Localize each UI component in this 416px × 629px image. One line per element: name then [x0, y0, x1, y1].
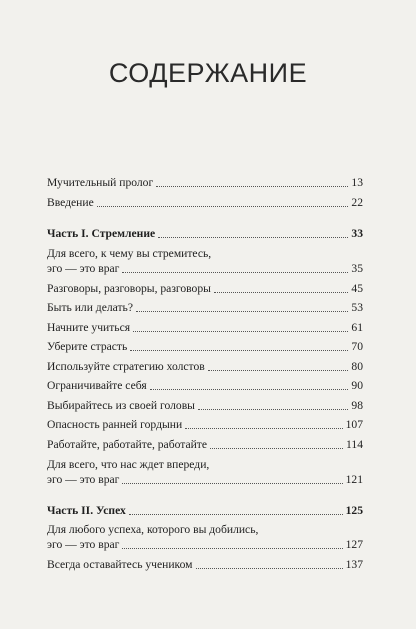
- toc-entry-remove-passion: [47, 339, 363, 354]
- toc-part-page: 33: [351, 227, 363, 240]
- toc-entry-talk: [47, 281, 363, 296]
- toc-entry-title: Используйте стратегию холстов: [47, 360, 205, 373]
- dot-leader: [150, 389, 349, 390]
- toc-entry-ego-ahead: [47, 457, 363, 487]
- dot-leader: [129, 514, 343, 515]
- dot-leader: [133, 331, 348, 332]
- dot-leader: [156, 186, 348, 187]
- dot-leader: [196, 568, 343, 569]
- toc-entry-page: 121: [345, 473, 363, 486]
- dot-leader: [198, 409, 348, 410]
- toc-entry-page: 90: [351, 379, 363, 392]
- toc-entry-page: 22: [351, 196, 363, 209]
- toc-entry-page: 114: [346, 438, 363, 451]
- toc-entry-page: 35: [351, 262, 363, 275]
- toc-entry-restrain-yourself: [47, 378, 363, 393]
- toc-entry-work-work-work: [47, 437, 363, 452]
- dot-leader: [185, 428, 342, 429]
- toc-entry-title: Разговоры, разговоры, разговоры: [47, 282, 211, 295]
- dot-leader: [210, 448, 343, 449]
- dot-leader: [208, 370, 349, 371]
- toc-entry-page: 127: [345, 538, 363, 551]
- toc-entry-page: 61: [351, 321, 363, 334]
- toc-part-title: Часть I. Стремление: [47, 227, 156, 240]
- toc-entry-ego-aspiration: [47, 246, 363, 276]
- toc-entry-title-line-2: эго — это враг: [47, 262, 120, 275]
- toc-entry-ego-success: [47, 522, 363, 552]
- toc-part-title: Часть II. Успех: [47, 504, 126, 517]
- toc-entry-title-line-2: эго — это враг: [47, 473, 120, 486]
- toc-entry-title: Опасность ранней гордыни: [47, 418, 183, 431]
- toc-entry-title: Уберите страсть: [47, 340, 128, 353]
- toc-entry-page: 53: [351, 301, 363, 314]
- page-title: СОДЕРЖАНИЕ: [108, 58, 308, 88]
- dot-leader: [122, 272, 348, 273]
- toc-part-1: [47, 226, 363, 241]
- toc-entry-title-line-1: Для любого успеха, которого вы добились,: [47, 523, 259, 536]
- toc-entry-title: Всегда оставайтесь учеником: [47, 558, 193, 571]
- toc-entry-title-line-1: Для всего, к чему вы стремитесь,: [47, 247, 212, 260]
- toc-part-2: [47, 503, 363, 518]
- toc-entry-get-out-of-head: [47, 398, 363, 413]
- toc-entry-title: Работайте, работайте, работайте: [47, 438, 208, 451]
- toc-entry-page: 107: [345, 418, 363, 431]
- dot-leader: [122, 548, 342, 549]
- toc-entry-title: Ограничивайте себя: [47, 379, 147, 392]
- toc-entry-title-line-2: эго — это враг: [47, 538, 120, 551]
- toc-entry-page: 45: [351, 282, 363, 295]
- toc-entry-canvas-strategy: [47, 359, 363, 374]
- toc-entry-start-learning: [47, 320, 363, 335]
- dot-leader: [158, 237, 348, 238]
- toc-entry-title: Введение: [47, 196, 94, 209]
- dot-leader: [214, 292, 348, 293]
- toc-part-page: 125: [345, 504, 363, 517]
- toc-entry-title: Быть или делать?: [47, 301, 133, 314]
- toc-entry-title: Начните учиться: [47, 321, 131, 334]
- toc-entry-title-line-1: Для всего, что нас ждет впереди,: [47, 458, 210, 471]
- dot-leader: [122, 483, 342, 484]
- toc-entry-prologue: [47, 175, 363, 190]
- toc-entry-page: 80: [351, 360, 363, 373]
- toc-entry-page: 98: [351, 399, 363, 412]
- toc-entry-be-or-do: [47, 300, 363, 315]
- toc-entry-early-pride: [47, 417, 363, 432]
- toc-entry-stay-student: [47, 557, 363, 572]
- toc-entry-title: Мучительный пролог: [47, 176, 154, 189]
- toc-entry-page: 137: [345, 558, 363, 571]
- toc-entry-page: 13: [351, 176, 363, 189]
- toc-entry-title: Выбирайтесь из своей головы: [47, 399, 195, 412]
- dot-leader: [130, 350, 348, 351]
- dot-leader: [136, 311, 348, 312]
- toc-entry-page: 70: [351, 340, 363, 353]
- toc-entry-introduction: [47, 195, 363, 210]
- dot-leader: [97, 206, 349, 207]
